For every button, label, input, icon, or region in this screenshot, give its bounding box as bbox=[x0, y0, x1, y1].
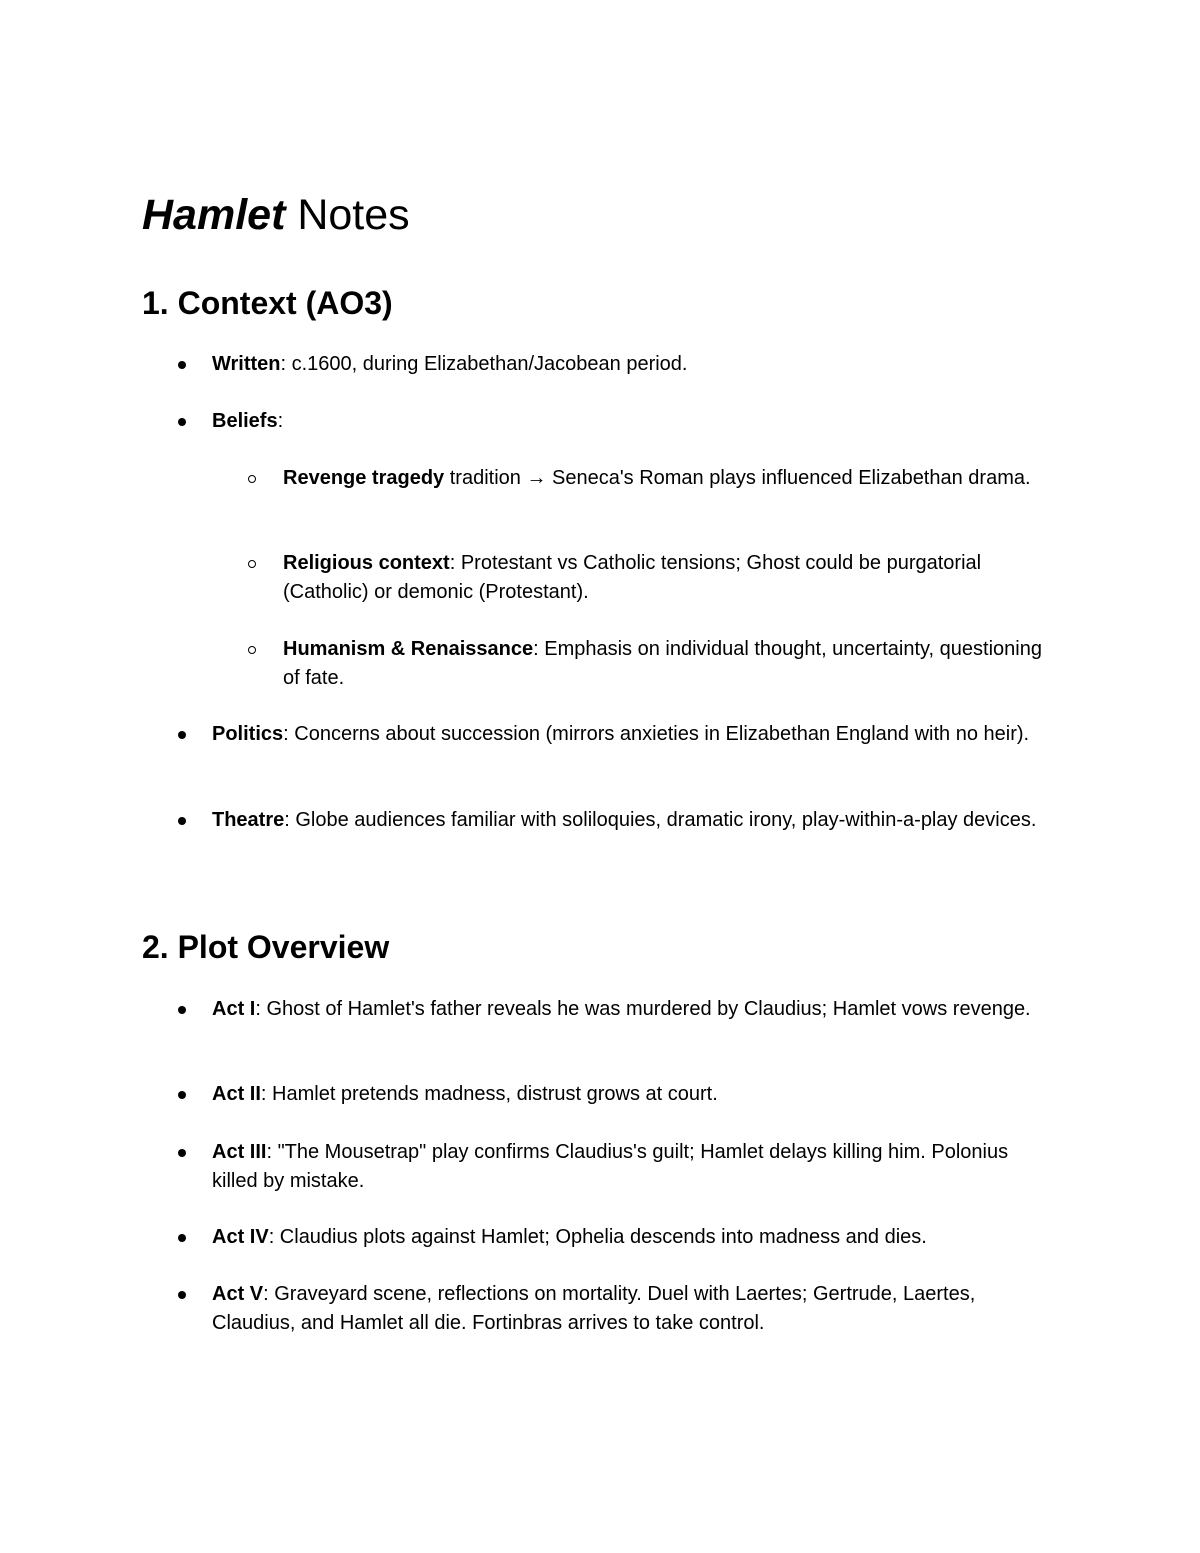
item-text: : Concerns about succession (mirrors anxieties in Elizabethan England with no heir). bbox=[283, 723, 1030, 745]
item-term: Politics bbox=[212, 723, 284, 745]
list-item-politics bbox=[212, 720, 1052, 749]
item-term: Act III bbox=[212, 1141, 267, 1163]
item-term: Beliefs bbox=[212, 410, 278, 432]
item-term: Act I bbox=[212, 998, 256, 1020]
list-item-revenge-tragedy bbox=[283, 464, 1053, 493]
section-heading-context: 1. Context (AO3) bbox=[142, 285, 393, 321]
item-text: : c.1600, during Elizabethan/Jacobean period. bbox=[280, 353, 688, 375]
bullet-dot-icon bbox=[178, 361, 186, 369]
document-title bbox=[142, 190, 410, 240]
list-item-theatre bbox=[212, 806, 1052, 835]
item-term: Humanism & Renaissance bbox=[283, 638, 534, 660]
item-term: Revenge tragedy bbox=[283, 467, 445, 489]
item-text: : Hamlet pretends madness, distrust grows at court. bbox=[260, 1083, 718, 1105]
list-item-act-1 bbox=[212, 995, 1052, 1024]
item-term: Written bbox=[212, 353, 281, 375]
list-item-written bbox=[212, 350, 1052, 379]
item-text: tradition → Seneca's Roman plays influenced Elizabethan drama. bbox=[444, 467, 1031, 489]
section-heading-plot: 2. Plot Overview bbox=[142, 929, 390, 965]
title-rest: Notes bbox=[285, 191, 410, 239]
bullet-dot-icon bbox=[178, 1149, 186, 1157]
item-term: Act V bbox=[212, 1283, 264, 1305]
item-text: : Protestant vs Catholic tensions; Ghost could be purgatorial (Catholic) or demonic (Protestant). bbox=[283, 552, 982, 603]
item-text: : Claudius plots against Hamlet; Ophelia descends into madness and dies. bbox=[268, 1226, 927, 1248]
bullet-dot-icon bbox=[178, 1234, 186, 1242]
list-item-religious-context bbox=[283, 549, 1053, 607]
bullet-dot-icon bbox=[178, 418, 186, 426]
list-item-act-4 bbox=[212, 1223, 1052, 1252]
bullet-dot-icon bbox=[178, 1091, 186, 1099]
list-item-beliefs bbox=[212, 407, 1052, 436]
item-term: Act IV bbox=[212, 1226, 269, 1248]
list-item-act-2 bbox=[212, 1080, 1052, 1109]
item-text: : Ghost of Hamlet's father reveals he was murdered by Claudius; Hamlet vows revenge. bbox=[255, 998, 1031, 1020]
bullet-circle-icon bbox=[248, 646, 256, 654]
item-text: : Emphasis on individual thought, uncertainty, questioning of fate. bbox=[283, 638, 1042, 689]
list-item-act-3 bbox=[212, 1138, 1052, 1196]
item-term: Religious context bbox=[283, 552, 450, 574]
item-term: Theatre bbox=[212, 809, 285, 831]
list-item-humanism bbox=[283, 635, 1053, 693]
bullet-dot-icon bbox=[178, 817, 186, 825]
item-term: Act II bbox=[212, 1083, 261, 1105]
bullet-dot-icon bbox=[178, 731, 186, 739]
list-item-act-5 bbox=[212, 1280, 1052, 1338]
item-text: : bbox=[277, 410, 284, 432]
item-text: : Globe audiences familiar with soliloquies, dramatic irony, play-within-a-play devices. bbox=[284, 809, 1037, 831]
title-italic: Hamlet bbox=[142, 191, 286, 239]
bullet-dot-icon bbox=[178, 1291, 186, 1299]
bullet-circle-icon bbox=[248, 475, 256, 483]
bullet-dot-icon bbox=[178, 1006, 186, 1014]
bullet-circle-icon bbox=[248, 560, 256, 568]
item-text: : "The Mousetrap" play confirms Claudius's guilt; Hamlet delays killing him. Polonius killed by mistake. bbox=[212, 1141, 1009, 1192]
item-text: : Graveyard scene, reflections on mortality. Duel with Laertes; Gertrude, Laertes, Claudius, and Hamlet all die. Fortinbras arrives to take control. bbox=[212, 1283, 976, 1334]
